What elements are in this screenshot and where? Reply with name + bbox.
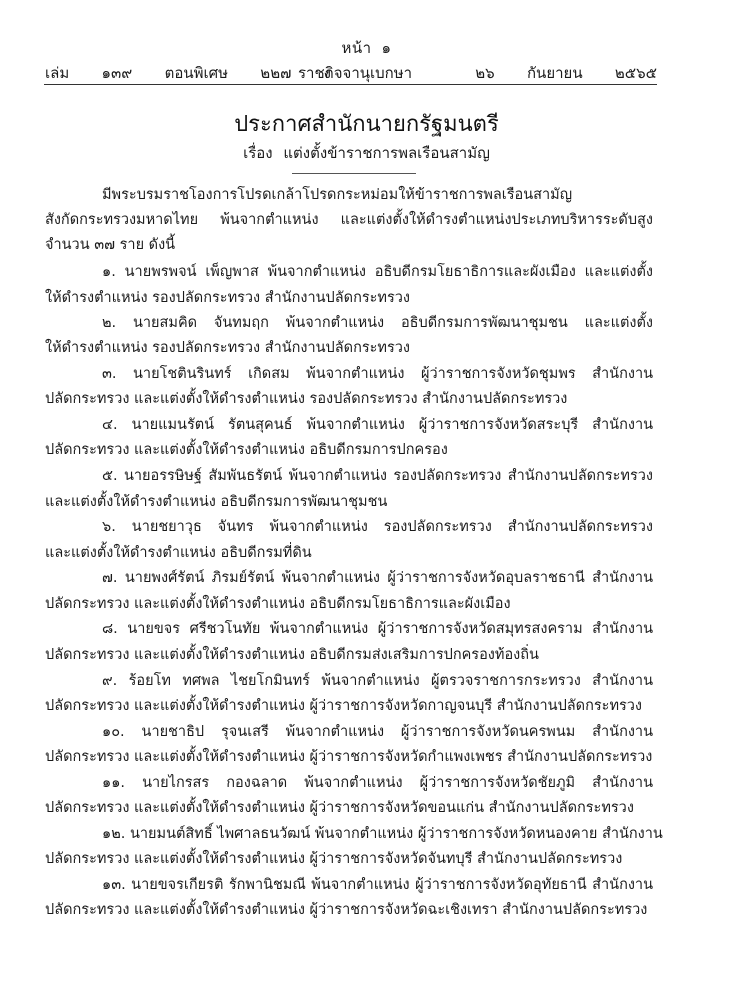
body-text-line: และแต่งตั้งให้ดำรงตำแหน่ง อธิบดีกรมการพัฒนาชุมชน (45, 494, 388, 510)
body-text-line: สังกัดกระทรวงมหาดไทย พ้นจากตำแหน่ง และแต่งตั้งให้ดำรงตำแหน่งประเภทบริหารระดับสูง (45, 212, 653, 228)
body-text-line: ปลัดกระทรวง และแต่งตั้งให้ดำรงตำแหน่ง ผู้ว่าราชการจังหวัดจันทบุรี สำนักงานปลัดกระทรวง (45, 851, 623, 867)
body-text-line: จำนวน ๓๗ ราย ดังนี้ (45, 237, 176, 253)
body-text-line: ๑๒. นายมนต์สิทธิ์ ไพศาลธนวัฒน์ พ้นจากตำแหน่ง ผู้ว่าราชการจังหวัดหนองคาย สำนักงาน (102, 826, 663, 842)
publication-date: ๒๖ กันยายน ๒๕๖๕ (475, 64, 657, 82)
body-text-line: ปลัดกระทรวง และแต่งตั้งให้ดำรงตำแหน่ง อธิบดีกรมส่งเสริมการปกครองท้องถิ่น (45, 647, 539, 663)
gazette-name: ราชกิจจานุเบกษา (298, 64, 413, 82)
page-label: หน้า (341, 39, 372, 57)
page-number-value: ๑ (381, 39, 392, 57)
title-divider (292, 173, 416, 174)
body-text-line: ปลัดกระทรวง และแต่งตั้งให้ดำรงตำแหน่ง ผู้ว่าราชการจังหวัดขอนแก่น สำนักงานปลัดกระทรวง (45, 800, 634, 816)
body-text-line: และแต่งตั้งให้ดำรงตำแหน่ง อธิบดีกรมที่ดิน (45, 545, 312, 561)
body-text-line: ๖. นายชยาวุธ จันทร พ้นจากตำแหน่ง รองปลัดกระทรวง สำนักงานปลัดกระทรวง (102, 519, 653, 535)
body-text-line: ให้ดำรงตำแหน่ง รองปลัดกระทรวง สำนักงานปลัดกระทรวง (45, 290, 410, 306)
body-text-line: ให้ดำรงตำแหน่ง รองปลัดกระทรวง สำนักงานปลัดกระทรวง (45, 340, 410, 356)
body-text-line: ๑๑. นายไกรสร กองฉลาด พ้นจากตำแหน่ง ผู้ว่าราชการจังหวัดชัยภูมิ สำนักงาน (102, 775, 653, 791)
body-text-line: ๗. นายพงศ์รัตน์ ภิรมย์รัตน์ พ้นจากตำแหน่ง ผู้ว่าราชการจังหวัดอุบลราชธานี สำนักงาน (102, 570, 653, 586)
body-text-line: ปลัดกระทรวง และแต่งตั้งให้ดำรงตำแหน่ง ผู้ว่าราชการจังหวัดกาญจนบุรี สำนักงานปลัดกระทรวง (45, 698, 643, 714)
gazette-header (45, 61, 657, 85)
body-text-line: ๓. นายโชตินรินทร์ เกิดสม พ้นจากตำแหน่ง ผู้ว่าราชการจังหวัดชุมพร สำนักงาน (102, 366, 653, 382)
body-text-line: ๔. นายแมนรัตน์ รัตนสุคนธ์ พ้นจากตำแหน่ง ผู้ว่าราชการจังหวัดสระบุรี สำนักงาน (102, 417, 653, 433)
body-text-line: ปลัดกระทรวง และแต่งตั้งให้ดำรงตำแหน่ง รองปลัดกระทรวง สำนักงานปลัดกระทรวง (45, 391, 568, 407)
body-text-line: ๒. นายสมคิด จันทมฤก พ้นจากตำแหน่ง อธิบดีกรมการพัฒนาชุมชน และแต่งตั้ง (102, 315, 653, 331)
page-number (0, 36, 733, 60)
body-text-line: ๕. นายอรรษิษฐ์ สัมพันธรัตน์ พ้นจากตำแหน่ง รองปลัดกระทรวง สำนักงานปลัดกระทรวง (102, 468, 653, 484)
body-text-line: ปลัดกระทรวง และแต่งตั้งให้ดำรงตำแหน่ง ผู้ว่าราชการจังหวัดฉะเชิงเทรา สำนักงานปลัดกระทรวง (45, 902, 648, 918)
body-text-line: ๑๐. นายชาธิป รุจนเสรี พ้นจากตำแหน่ง ผู้ว่าราชการจังหวัดนครพนม สำนักงาน (102, 724, 653, 740)
body-text-line: ปลัดกระทรวง และแต่งตั้งให้ดำรงตำแหน่ง อธิบดีกรมการปกครอง (45, 442, 448, 458)
header-divider (44, 84, 657, 85)
document-title: ประกาศสำนักนายกรัฐมนตรี (234, 112, 499, 137)
body-text-line: ๘. นายขจร ศรีชวโนทัย พ้นจากตำแหน่ง ผู้ว่าราชการจังหวัดสมุทรสงคราม สำนักงาน (102, 621, 653, 637)
body-text-line: ๙. ร้อยโท ทศพล ไชยโกมินทร์ พ้นจากตำแหน่ง ผู้ตรวจราชการกระทรวง สำนักงาน (102, 673, 653, 689)
body-text-line: ๑๓. นายขจรเกียรติ รักพานิชมณี พ้นจากตำแหน่ง ผู้ว่าราชการจังหวัดอุทัยธานี สำนักงาน (102, 877, 653, 893)
body-text-line: มีพระบรมราชโองการโปรดเกล้าโปรดกระหม่อมให้ข้าราชการพลเรือนสามัญ (102, 187, 573, 203)
body-text-line: ปลัดกระทรวง และแต่งตั้งให้ดำรงตำแหน่ง ผู้ว่าราชการจังหวัดกำแพงเพชร สำนักงานปลัดกระทรวง (45, 749, 653, 765)
document-subtitle: เรื่อง แต่งตั้งข้าราชการพลเรือนสามัญ (243, 144, 490, 162)
body-text-line: ปลัดกระทรวง และแต่งตั้งให้ดำรงตำแหน่ง อธิบดีกรมโยธาธิการและผังเมือง (45, 596, 511, 612)
volume-issue: เล่ม ๑๓๙ ตอนพิเศษ ๒๒๗ ง (45, 64, 331, 82)
body-text-line: ๑. นายพรพจน์ เพ็ญพาส พ้นจากตำแหน่ง อธิบดีกรมโยธาธิการและผังเมือง และแต่งตั้ง (102, 264, 653, 280)
